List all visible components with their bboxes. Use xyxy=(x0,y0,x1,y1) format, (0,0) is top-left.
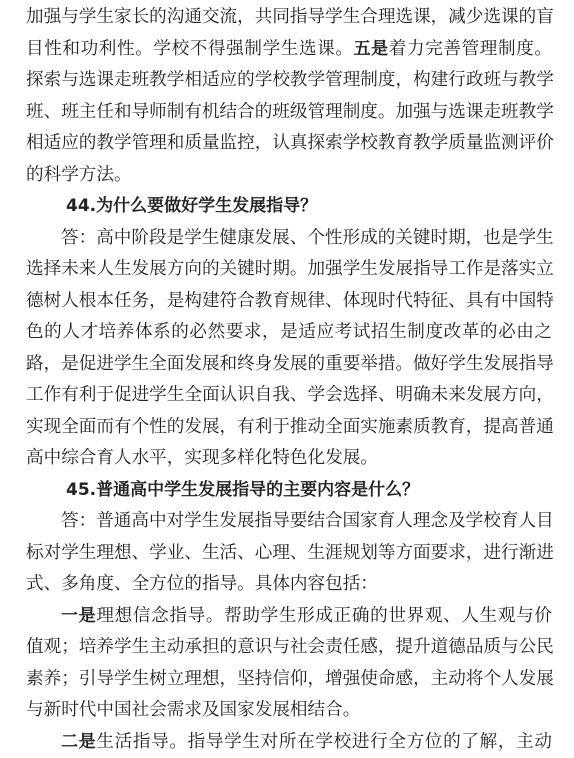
point-line: 素养；引导学生树立理想，坚持信仰，增强使命感，主动将个人发展 xyxy=(26,664,552,696)
question-heading: 45.普通高中学生发展指导的主要内容是什么？ xyxy=(26,475,552,507)
answer-line: 德树人根本任务，是构建符合教育规律、体现时代特征、具有中国特 xyxy=(26,286,552,318)
answer-line: 高中综合育人水平，实现多样化特色化发展。 xyxy=(26,443,552,475)
answer-line: 答：高中阶段是学生健康发展、个性形成的关键时期，也是学生 xyxy=(26,223,552,255)
answer-line: 答：普通高中对学生发展指导要结合国家育人理念及学校育人目 xyxy=(26,506,552,538)
point-label: 二是 xyxy=(61,732,96,752)
answer-line: 路，是促进学生全面发展和终身发展的重要举措。做好学生发展指导 xyxy=(26,349,552,381)
answer-line: 实现全面而有个性的发展，有利于推动全面实施素质教育，提高普通 xyxy=(26,412,552,444)
question-heading: 44.为什么要做好学生发展指导？ xyxy=(26,191,552,223)
point-line xyxy=(26,727,552,758)
body-text-line: 相适应的教学管理和质量监控，认真探索学校教育教学质量监测评价 xyxy=(26,128,552,160)
body-text-segment: 目性和功利性。学校不得强制学生选课。 xyxy=(26,39,354,59)
body-text-line: 探索与选课走班教学相适应的学校教学管理制度，构建行政班与教学 xyxy=(26,65,552,97)
body-text-line: 班、班主任和导师制有机结合的班级管理制度。加强与选课走班教学 xyxy=(26,97,552,129)
point-label: 一是 xyxy=(61,606,96,626)
point-line: 值观；培养学生主动承担的意识与社会责任感，提升道德品质与公民 xyxy=(26,632,552,664)
answer-line: 选择未来人生发展方向的关键时期。加强学生发展指导工作是落实立 xyxy=(26,254,552,286)
body-text-line: 加强与学生家长的沟通交流，共同指导学生合理选课，减少选课的盲 xyxy=(26,2,552,34)
body-text-line xyxy=(26,34,552,66)
answer-line: 式、多角度、全方位的指导。具体内容包括： xyxy=(26,569,552,601)
point-line xyxy=(26,601,552,633)
answer-line: 工作有利于促进学生全面认识自我、学会选择、明确未来发展方向， xyxy=(26,380,552,412)
point-text: 生活指导。指导学生对所在学校进行全方位的了解，主动 xyxy=(96,732,552,752)
point-text: 理想信念指导。帮助学生形成正确的世界观、人生观与价 xyxy=(96,606,552,626)
answer-line: 标对学生理想、学业、生活、心理、生涯规划等方面要求，进行渐进 xyxy=(26,538,552,570)
body-text-segment: 着力完善管理制度。 xyxy=(389,39,552,59)
body-text-line: 的科学方法。 xyxy=(26,160,552,192)
document-page xyxy=(26,2,552,758)
emphasis-label: 五是 xyxy=(354,39,389,59)
answer-line: 色的人才培养体系的必然要求，是适应考试招生制度改革的必由之 xyxy=(26,317,552,349)
point-line: 与新时代中国社会需求及国家发展相结合。 xyxy=(26,695,552,727)
